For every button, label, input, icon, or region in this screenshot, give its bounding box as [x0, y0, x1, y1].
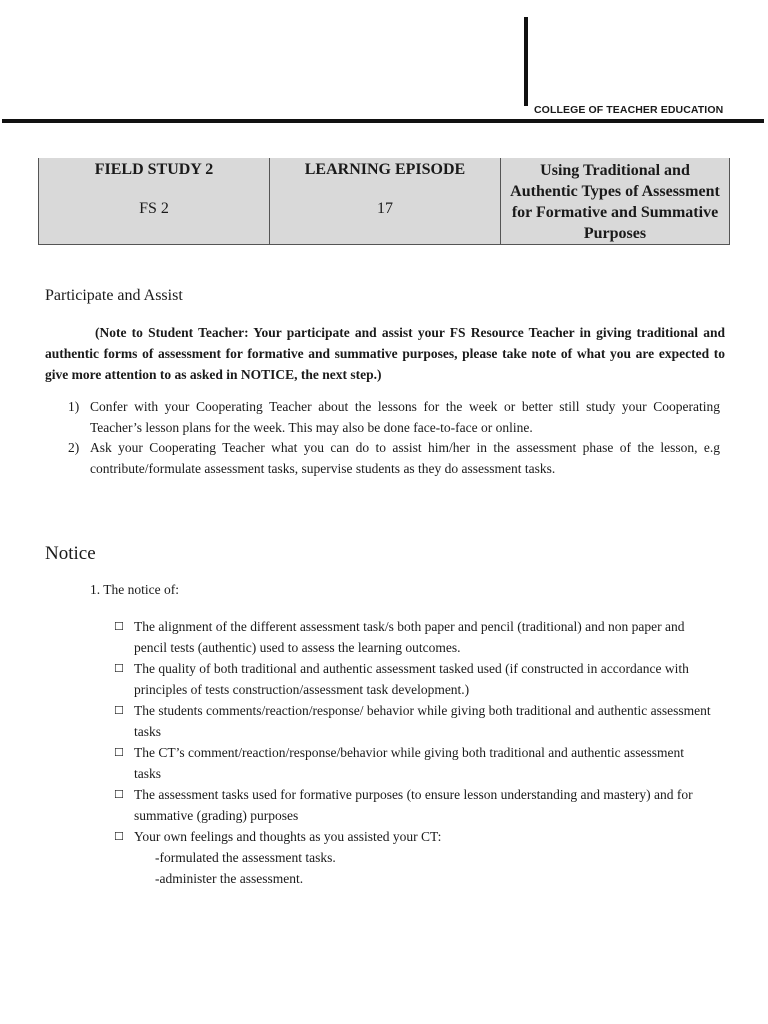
header-vertical-bar: [524, 17, 528, 106]
list-item: [114, 658, 714, 700]
checkbox-icon: ☐: [114, 620, 124, 633]
notice-item-text-group: [134, 826, 714, 889]
checkbox-icon: ☐: [114, 830, 124, 843]
learning-episode-label: LEARNING EPISODE: [304, 161, 466, 178]
field-study-cell: [39, 158, 270, 245]
episode-header-table: [38, 158, 730, 245]
notice-subheading: 1. The notice of:: [90, 582, 179, 597]
notice-item-text: The assessment tasks used for formative purposes (to ensure lesson understanding and mastery) and for summative (grading) purposes: [134, 787, 693, 823]
college-name: COLLEGE OF TEACHER EDUCATION: [534, 104, 724, 116]
list-item: [114, 616, 714, 658]
list-item: [114, 826, 714, 889]
list-item: [68, 438, 720, 479]
header-rule: [2, 119, 764, 123]
participate-steps: [68, 397, 720, 479]
notice-item-text: The alignment of the different assessment task/s both paper and pencil (traditional) and non paper and pencil tests (authentic) used to assess the learning outcomes.: [134, 619, 685, 655]
field-study-code: FS 2: [139, 200, 169, 217]
notice-sub-item: -formulated the assessment tasks.: [155, 850, 336, 865]
notice-heading: Notice: [45, 543, 96, 564]
learning-episode-cell: [270, 158, 501, 245]
notice-sub-item: -administer the assessment.: [155, 871, 304, 886]
notice-item-text: The quality of both traditional and authentic assessment tasked used (if constructed in accordance with principles of tests construction/assessment task development.): [134, 661, 689, 697]
checkbox-icon: ☐: [114, 662, 124, 675]
checkbox-icon: ☐: [114, 746, 124, 759]
notice-item-text: The CT’s comment/reaction/response/behavior while giving both traditional and authentic assessment tasks: [134, 745, 684, 781]
list-item: [114, 742, 714, 784]
step-text: Ask your Cooperating Teacher what you can do to assist him/her in the assessment phase of the lesson, e.g contribute/formulate assessment tasks, supervise students as they do assessment tasks.: [90, 440, 720, 476]
step-number: 2): [68, 440, 80, 455]
notice-item-text: The students comments/reaction/response/ behavior while giving both traditional and authentic assessment tasks: [134, 703, 711, 739]
step-number: 1): [68, 399, 80, 414]
learning-episode-number: 17: [377, 200, 393, 217]
list-item: [114, 700, 714, 742]
field-study-label: FIELD STUDY 2: [94, 161, 214, 178]
checkbox-icon: ☐: [114, 788, 124, 801]
notice-item-text: Your own feelings and thoughts as you assisted your CT:: [134, 829, 442, 844]
episode-title: Using Traditional and Authentic Types of Assessment for Formative and Summative Purposes: [501, 158, 730, 245]
notice-items: [114, 616, 714, 889]
list-item: [114, 784, 714, 826]
student-teacher-note: (Note to Student Teacher: Your participate and assist your FS Resource Teacher in giving traditional and authentic forms of assessment for formative and summative purposes, please take note of what you are expected to give more attention to as asked in NOTICE, the next step.): [45, 325, 725, 382]
participate-heading: Participate and Assist: [45, 287, 183, 304]
step-text: Confer with your Cooperating Teacher about the lessons for the week or better still study your Cooperating Teacher’s lesson plans for the week. This may also be done face-to-face or online.: [90, 399, 720, 435]
checkbox-icon: ☐: [114, 704, 124, 717]
list-item: [68, 397, 720, 438]
